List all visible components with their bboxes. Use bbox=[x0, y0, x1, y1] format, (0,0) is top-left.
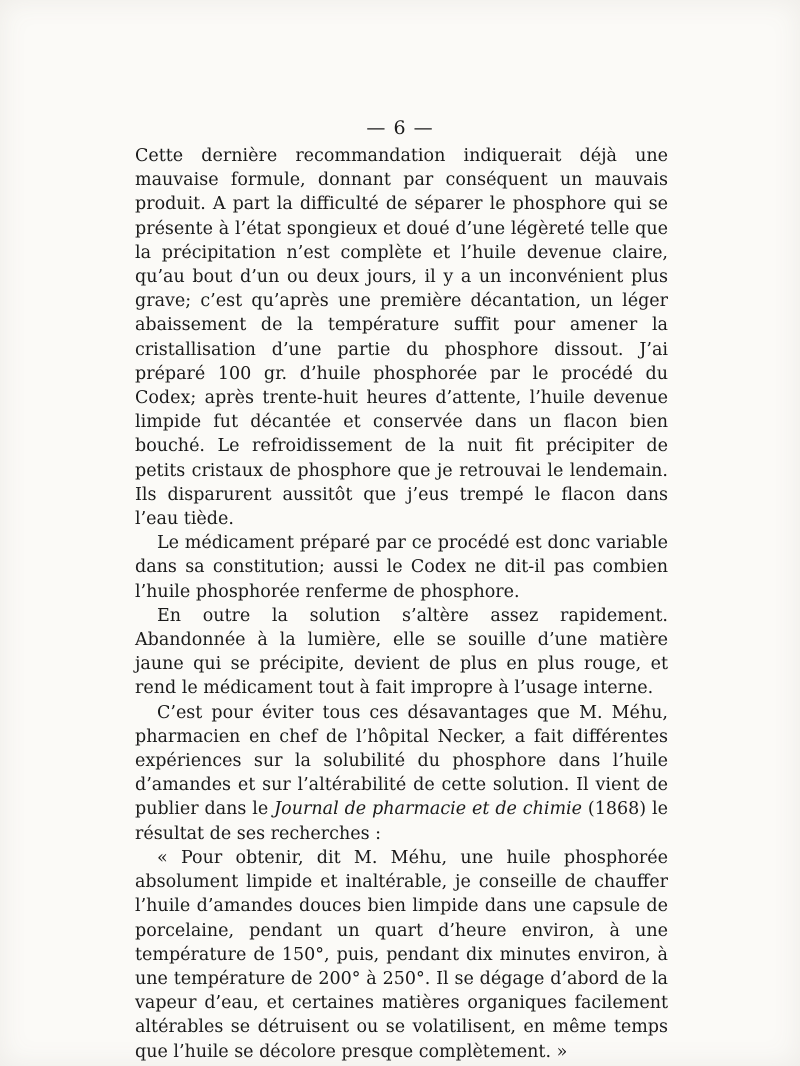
paragraph-4-text-end: (1868) le résultat de ses recherches : bbox=[135, 799, 668, 844]
body-text bbox=[135, 144, 668, 1064]
paragraph-2: Le médicament préparé par ce procédé est donc variable dans sa constitution; aussi le Codex ne dit-il pas combien l’huile phosphorée renferme de phosphore. bbox=[135, 533, 668, 602]
paragraph-4 bbox=[135, 701, 668, 846]
paragraph-5-quotation: « Pour obtenir, dit M. Méhu, une huile phosphorée absolument limpide et inaltérable, je conseille de chauffer l’huile d’amandes douces bien limpide dans une capsule de porcelaine, pendant un quart d’heure environ, à une température de 150°, puis, pendant dix minutes environ, à une température de 200° à 250°. Il se dégage d’abord de la vapeur d’eau, et certaines matières organiques facilement altérables se détruisent ou se volatilisent, en même temps que l’huile se décolore presque complètement. » bbox=[135, 847, 668, 1062]
page-number: — 6 — bbox=[366, 117, 434, 139]
paragraph-3: En outre la solution s’altère assez rapidement. Abandonnée à la lumière, elle se souille d’une matière jaune qui se précipite, devient de plus en plus rouge, et rend le médicament tout à fait impropre à l’usage interne. bbox=[135, 605, 668, 699]
paragraph-1: Cette dernière recommandation indiquerait déjà une mauvaise formule, donnant par conséquent un mauvais produit. A part la difficulté de séparer le phosphore qui se présente à l’état spongieux et doué d’une légèreté telle que la précipitation n’est complète et l’huile devenue claire, qu’au bout d’un ou deux jours, il y a un inconvénient plus grave; c’est qu’après une première décantation, un léger abaissement de la température suffit pour amener la cristallisation d’une partie du phosphore dissout. J’ai préparé 100 gr. d’huile phosphorée par le procédé du Codex; après trente-huit heures d’attente, l’huile devenue limpide fut décantée et conservée dans un flacon bien bouché. Le refroidissement de la nuit fit précipiter de petits cristaux de phosphore que je retrouvai le lendemain. Ils disparurent aussitôt que j’eus trempé le flacon dans l’eau tiède. bbox=[135, 146, 668, 530]
paragraph-4-text-start: C’est pour éviter tous ces désavantages que M. Méhu, pharmacien en chef de l’hôpital Necker, a fait différentes expériences sur la solubilité du phosphore dans l’huile d’amandes et sur l’altérabilité de cette solution. Il vient de publier dans le bbox=[135, 702, 668, 820]
journal-title: Journal de pharmacie et de chimie bbox=[274, 799, 583, 820]
